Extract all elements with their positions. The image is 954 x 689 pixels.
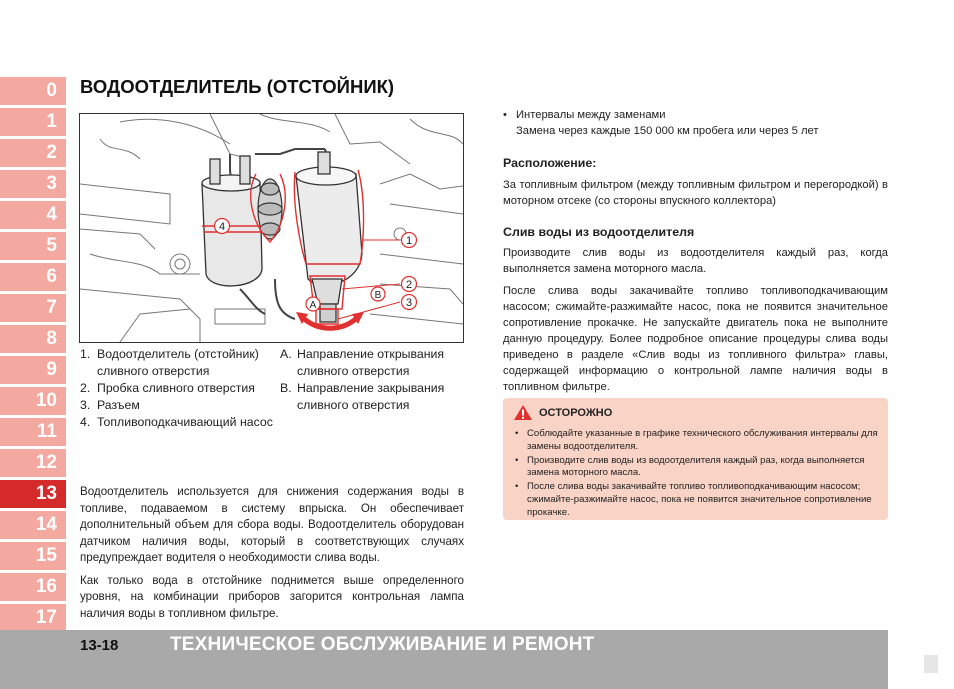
legend-item-text: Пробка сливного отверстия: [97, 381, 255, 395]
drain-paragraph-1: Производите слив воды из водоотделителя каждый раз, когда выполняется замена моторного масла.: [503, 247, 888, 275]
section-title: ТЕХНИЧЕСКОЕ ОБСЛУЖИВАНИЕ И РЕМОНТ: [170, 634, 595, 655]
chapter-tab-2[interactable]: 2: [0, 139, 66, 167]
description-paragraph: Водоотделитель используется для снижения содержания воды в топливе, подаваемом в систему впрыска. Он обеспечивает дополнительный объем для сбора воды. Водоотделитель оборудован датчиком наличия воды, который в соответствующих случаях предупреждает водителя о необходимости слива воды.: [80, 485, 464, 564]
legend-item-text: Топливоподкачивающий насос: [97, 415, 273, 429]
chapter-tab-7[interactable]: 7: [0, 294, 66, 322]
location-heading: Расположение:: [503, 156, 597, 170]
bullet-icon: •: [515, 481, 519, 493]
chapter-tab-3[interactable]: 3: [0, 170, 66, 198]
warning-item-text: Соблюдайте указанные в графике технического обслуживания интервалы для замены водоотделителя.: [527, 428, 878, 452]
callout-a-label: A: [309, 300, 317, 311]
figure-legend-numbers: [80, 346, 275, 431]
legend-item-text: Направление закрывания сливного отверстия: [297, 381, 445, 412]
engine-bay-illustration: [80, 114, 463, 342]
chapter-tab-10[interactable]: 10: [0, 387, 66, 415]
legend-item: [280, 346, 470, 380]
warning-item: [513, 455, 878, 481]
bullet-icon: •: [503, 109, 507, 121]
warning-item-text: После слива воды закачивайте топливо топливоподкачивающим насосом; сжимайте-разжимайте насос, пока не появится значительное сопротивление прокачке.: [527, 481, 872, 518]
bullet-icon: •: [515, 428, 519, 439]
corner-marker: [924, 655, 938, 673]
chapter-tab-11[interactable]: 11: [0, 418, 66, 446]
intervals-heading: Интервалы между заменами: [516, 109, 666, 121]
description-text: [80, 484, 464, 628]
warning-list: [513, 428, 878, 520]
legend-item: [80, 397, 275, 414]
drain-heading: Слив воды из водоотделителя: [503, 225, 695, 239]
location-text: За топливным фильтром (между топливным фильтром и перегородкой) в моторном отсеке (со стороны впускного коллектора): [503, 179, 888, 207]
callout-2-label: 2: [405, 279, 413, 291]
legend-item: [80, 346, 275, 380]
chapter-tab-16[interactable]: 16: [0, 573, 66, 601]
legend-item: [80, 414, 275, 431]
warning-header: [513, 404, 878, 421]
intervals-bullet: [503, 108, 888, 139]
chapter-tab-4[interactable]: 4: [0, 201, 66, 229]
legend-item-text: Водоотделитель (отстойник) сливного отверстия: [97, 347, 259, 378]
chapter-tab-0[interactable]: 0: [0, 77, 66, 105]
warning-triangle-icon: [513, 404, 533, 421]
chapter-tab-13[interactable]: 13: [0, 480, 66, 508]
callout-4-label: 4: [218, 221, 226, 233]
chapter-tab-5[interactable]: 5: [0, 232, 66, 260]
callout-b-label: B: [374, 290, 382, 301]
page-number: 13-18: [80, 637, 119, 654]
chapter-tab-15[interactable]: 15: [0, 542, 66, 570]
legend-item-text: Направление открывания сливного отверстия: [297, 347, 445, 378]
chapter-tab-12[interactable]: 12: [0, 449, 66, 477]
intervals-value: Замена через каждые 150 000 км пробега или через 5 лет: [516, 124, 819, 137]
warning-box: [503, 398, 888, 520]
warning-item-text: Производите слив воды из водоотделителя каждый раз, когда выполняется замена моторного масла.: [527, 454, 865, 479]
warning-item: [513, 481, 878, 519]
description-paragraph: Как только вода в отстойнике поднимется выше определенного уровня, на комбинации приборов загорится контрольная лампа наличия воды в топливном фильтре.: [80, 573, 464, 620]
legend-item-number: 4.: [80, 415, 91, 429]
chapter-tab-9[interactable]: 9: [0, 356, 66, 384]
figure-legend-letters: [280, 346, 470, 414]
page-title: ВОДООТДЕЛИТЕЛЬ (ОТСТОЙНИК): [80, 76, 395, 97]
legend-item-number: 2.: [80, 381, 91, 395]
legend-item-number: B.: [280, 381, 292, 395]
warning-title: ОСТОРОЖНО: [539, 406, 613, 419]
chapter-tabs: [0, 77, 66, 635]
legend-item-number: 1.: [80, 347, 91, 361]
warning-item: [513, 428, 878, 454]
callout-3-label: 3: [405, 297, 413, 309]
chapter-tab-14[interactable]: 14: [0, 511, 66, 539]
legend-item-text: Разъем: [97, 398, 140, 412]
legend-item-number: A.: [280, 347, 292, 361]
chapter-tab-8[interactable]: 8: [0, 325, 66, 353]
chapter-tab-17[interactable]: 17: [0, 604, 66, 632]
legend-item: [280, 380, 470, 414]
right-column: [503, 108, 888, 395]
chapter-tab-6[interactable]: 6: [0, 263, 66, 291]
legend-item-number: 3.: [80, 398, 91, 412]
legend-item: [80, 380, 275, 397]
bullet-icon: •: [515, 454, 519, 466]
water-separator-figure: [79, 113, 464, 343]
chapter-tab-1[interactable]: 1: [0, 108, 66, 136]
callout-1-label: 1: [405, 235, 413, 247]
drain-paragraph-2: После слива воды закачивайте топливо топливоподкачивающим насосом; сжимайте-разжимайте насос, пока не появится значительное сопротивление прокачке. Не запускайте двигатель пока не выполните данную процедуру. Более подробное описание процедуры слива воды приведено в разделе «Слив воды из топливного фильтра» главы, содержащей информацию о контрольной лампе наличия воды в топливном фильтре.: [503, 285, 888, 393]
